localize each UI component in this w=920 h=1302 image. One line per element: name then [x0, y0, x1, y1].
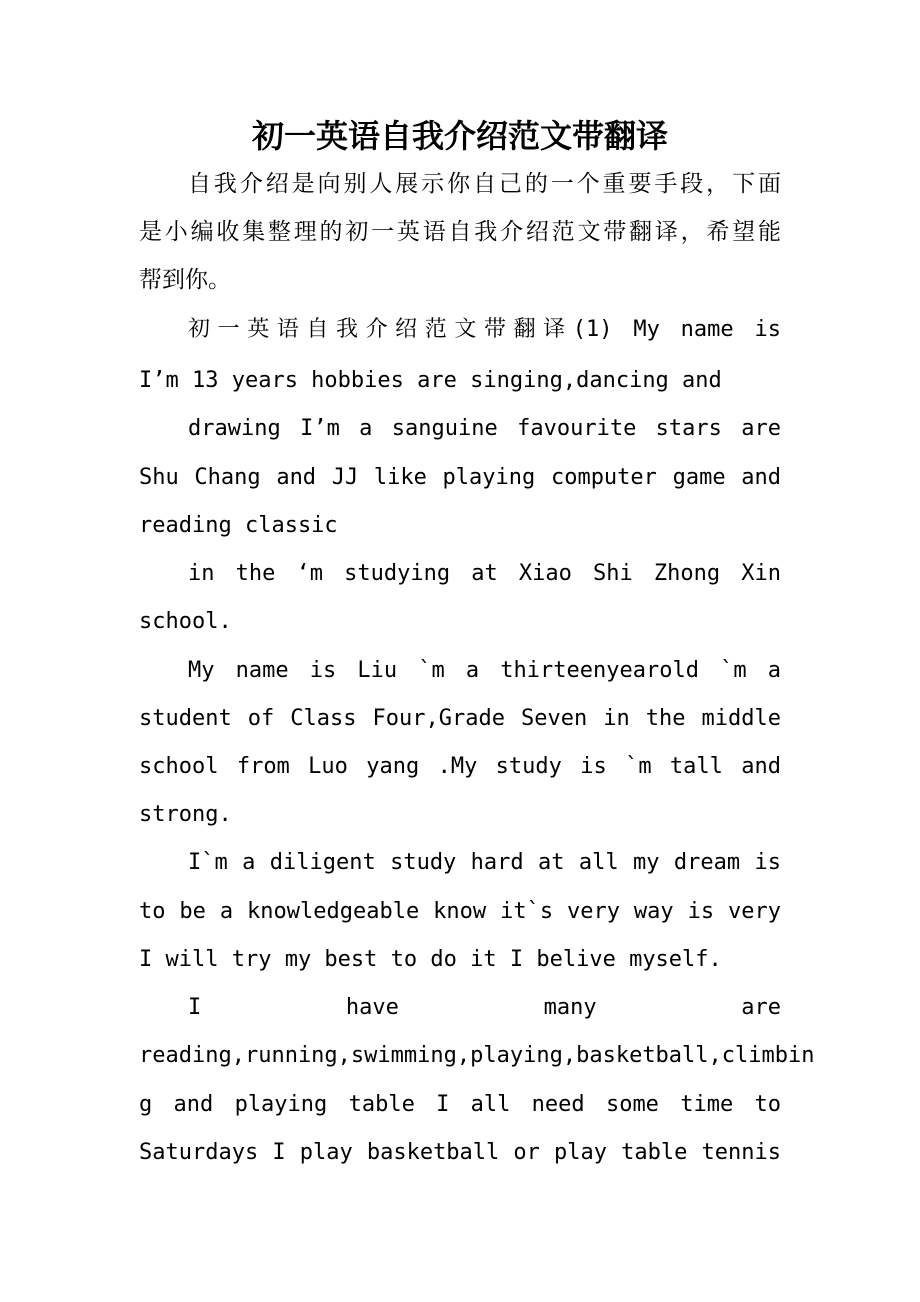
paragraph-line: 是小编收集整理的初一英语自我介绍范文带翻译，希望能 [139, 219, 781, 245]
paragraph-line: strong. [139, 802, 232, 827]
paragraph-line: in the ‘m studying at Xiao Shi Zhong Xin [188, 561, 781, 586]
paragraph-line: school from Luo yang .My study is `m tall and [139, 754, 781, 779]
paragraph-line: reading classic [139, 513, 338, 538]
paragraph-line: Saturdays I play basketball or play table tennis [139, 1140, 781, 1165]
paragraph-line: 自我介绍是向别人展示你自己的一个重要手段，下面 [188, 171, 781, 197]
paragraph-line: I will try my best to do it I belive myself. [139, 947, 722, 972]
paragraph-line: to be a knowledgeable know it`s very way is very [139, 899, 781, 924]
paragraph-line: Shu Chang and JJ like playing computer game and [139, 465, 781, 490]
paragraph-line: I’m 13 years hobbies are singing,dancing and [139, 368, 722, 393]
paragraph-line: school. [139, 609, 232, 634]
paragraph-line: My name is Liu `m a thirteenyearold `m a [188, 658, 781, 683]
paragraph-line: drawing I’m a sanguine favourite stars are [188, 416, 781, 441]
paragraph-line: student of Class Four,Grade Seven in the middle [139, 706, 781, 731]
document-title: 初一英语自我介绍范文带翻译 [251, 117, 668, 155]
paragraph-line: 帮到你。 [139, 267, 231, 293]
paragraph-line: I have many are [188, 995, 781, 1020]
paragraph-line: reading,running,swimming,playing,basketball,climbin [139, 1043, 815, 1068]
paragraph-line: g and playing table I all need some time to [139, 1092, 781, 1117]
paragraph-line: 初一英语自我介绍范文带翻译(1) My name is [188, 317, 781, 342]
paragraph-line: I`m a diligent study hard at all my dream is [188, 850, 781, 875]
